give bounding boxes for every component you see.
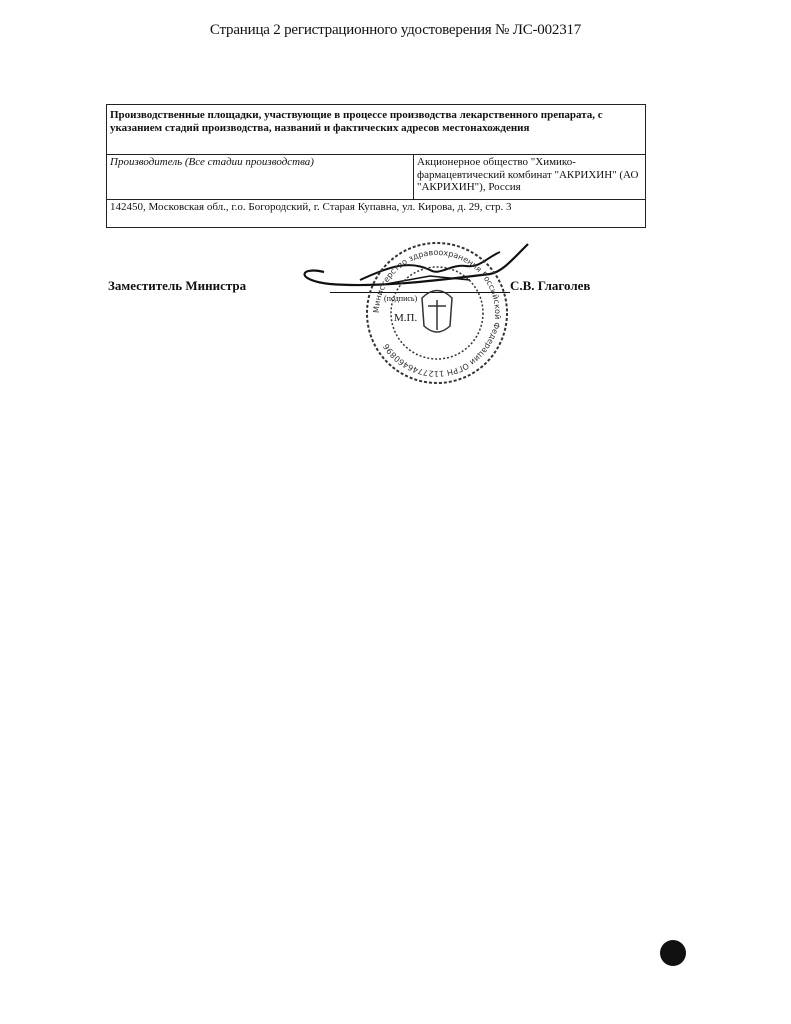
signature-caption: (подпись) <box>384 294 418 303</box>
official-seal <box>362 238 512 388</box>
table-row <box>107 155 646 200</box>
seal-place-mark: М.П. <box>394 312 418 324</box>
production-stage-cell: Производитель (Все стадии производства) <box>107 155 414 200</box>
table-row <box>107 105 646 155</box>
seal-ring-text: Министерство здравоохранения Российской Федерации ОГРН 1127746460896 <box>371 247 503 379</box>
manufacturer-address-cell: 142450, Московская обл., г.о. Богородский, г. Старая Купавна, ул. Кирова, д. 29, стр. 3 <box>107 200 646 228</box>
signatory-name: С.В. Глаголев <box>510 278 591 293</box>
page-title: Страница 2 регистрационного удостоверения № ЛС-002317 <box>209 22 582 38</box>
production-sites-table <box>106 104 646 228</box>
table-heading: Производственные площадки, участвующие в процессе производства лекарственного препарата, с указанием стадий производства, названий и фактических адресов местонахождения <box>107 105 646 155</box>
manufacturer-name-cell: Акционерное общество "Химико-фармацевтический комбинат "АКРИХИН" (АО "АКРИХИН"), Россия <box>414 155 646 200</box>
signatory-position: Заместитель Министра <box>108 278 247 293</box>
coat-of-arms-icon <box>422 291 452 333</box>
scan-artifact-dot <box>660 940 686 966</box>
table-row <box>107 200 646 228</box>
